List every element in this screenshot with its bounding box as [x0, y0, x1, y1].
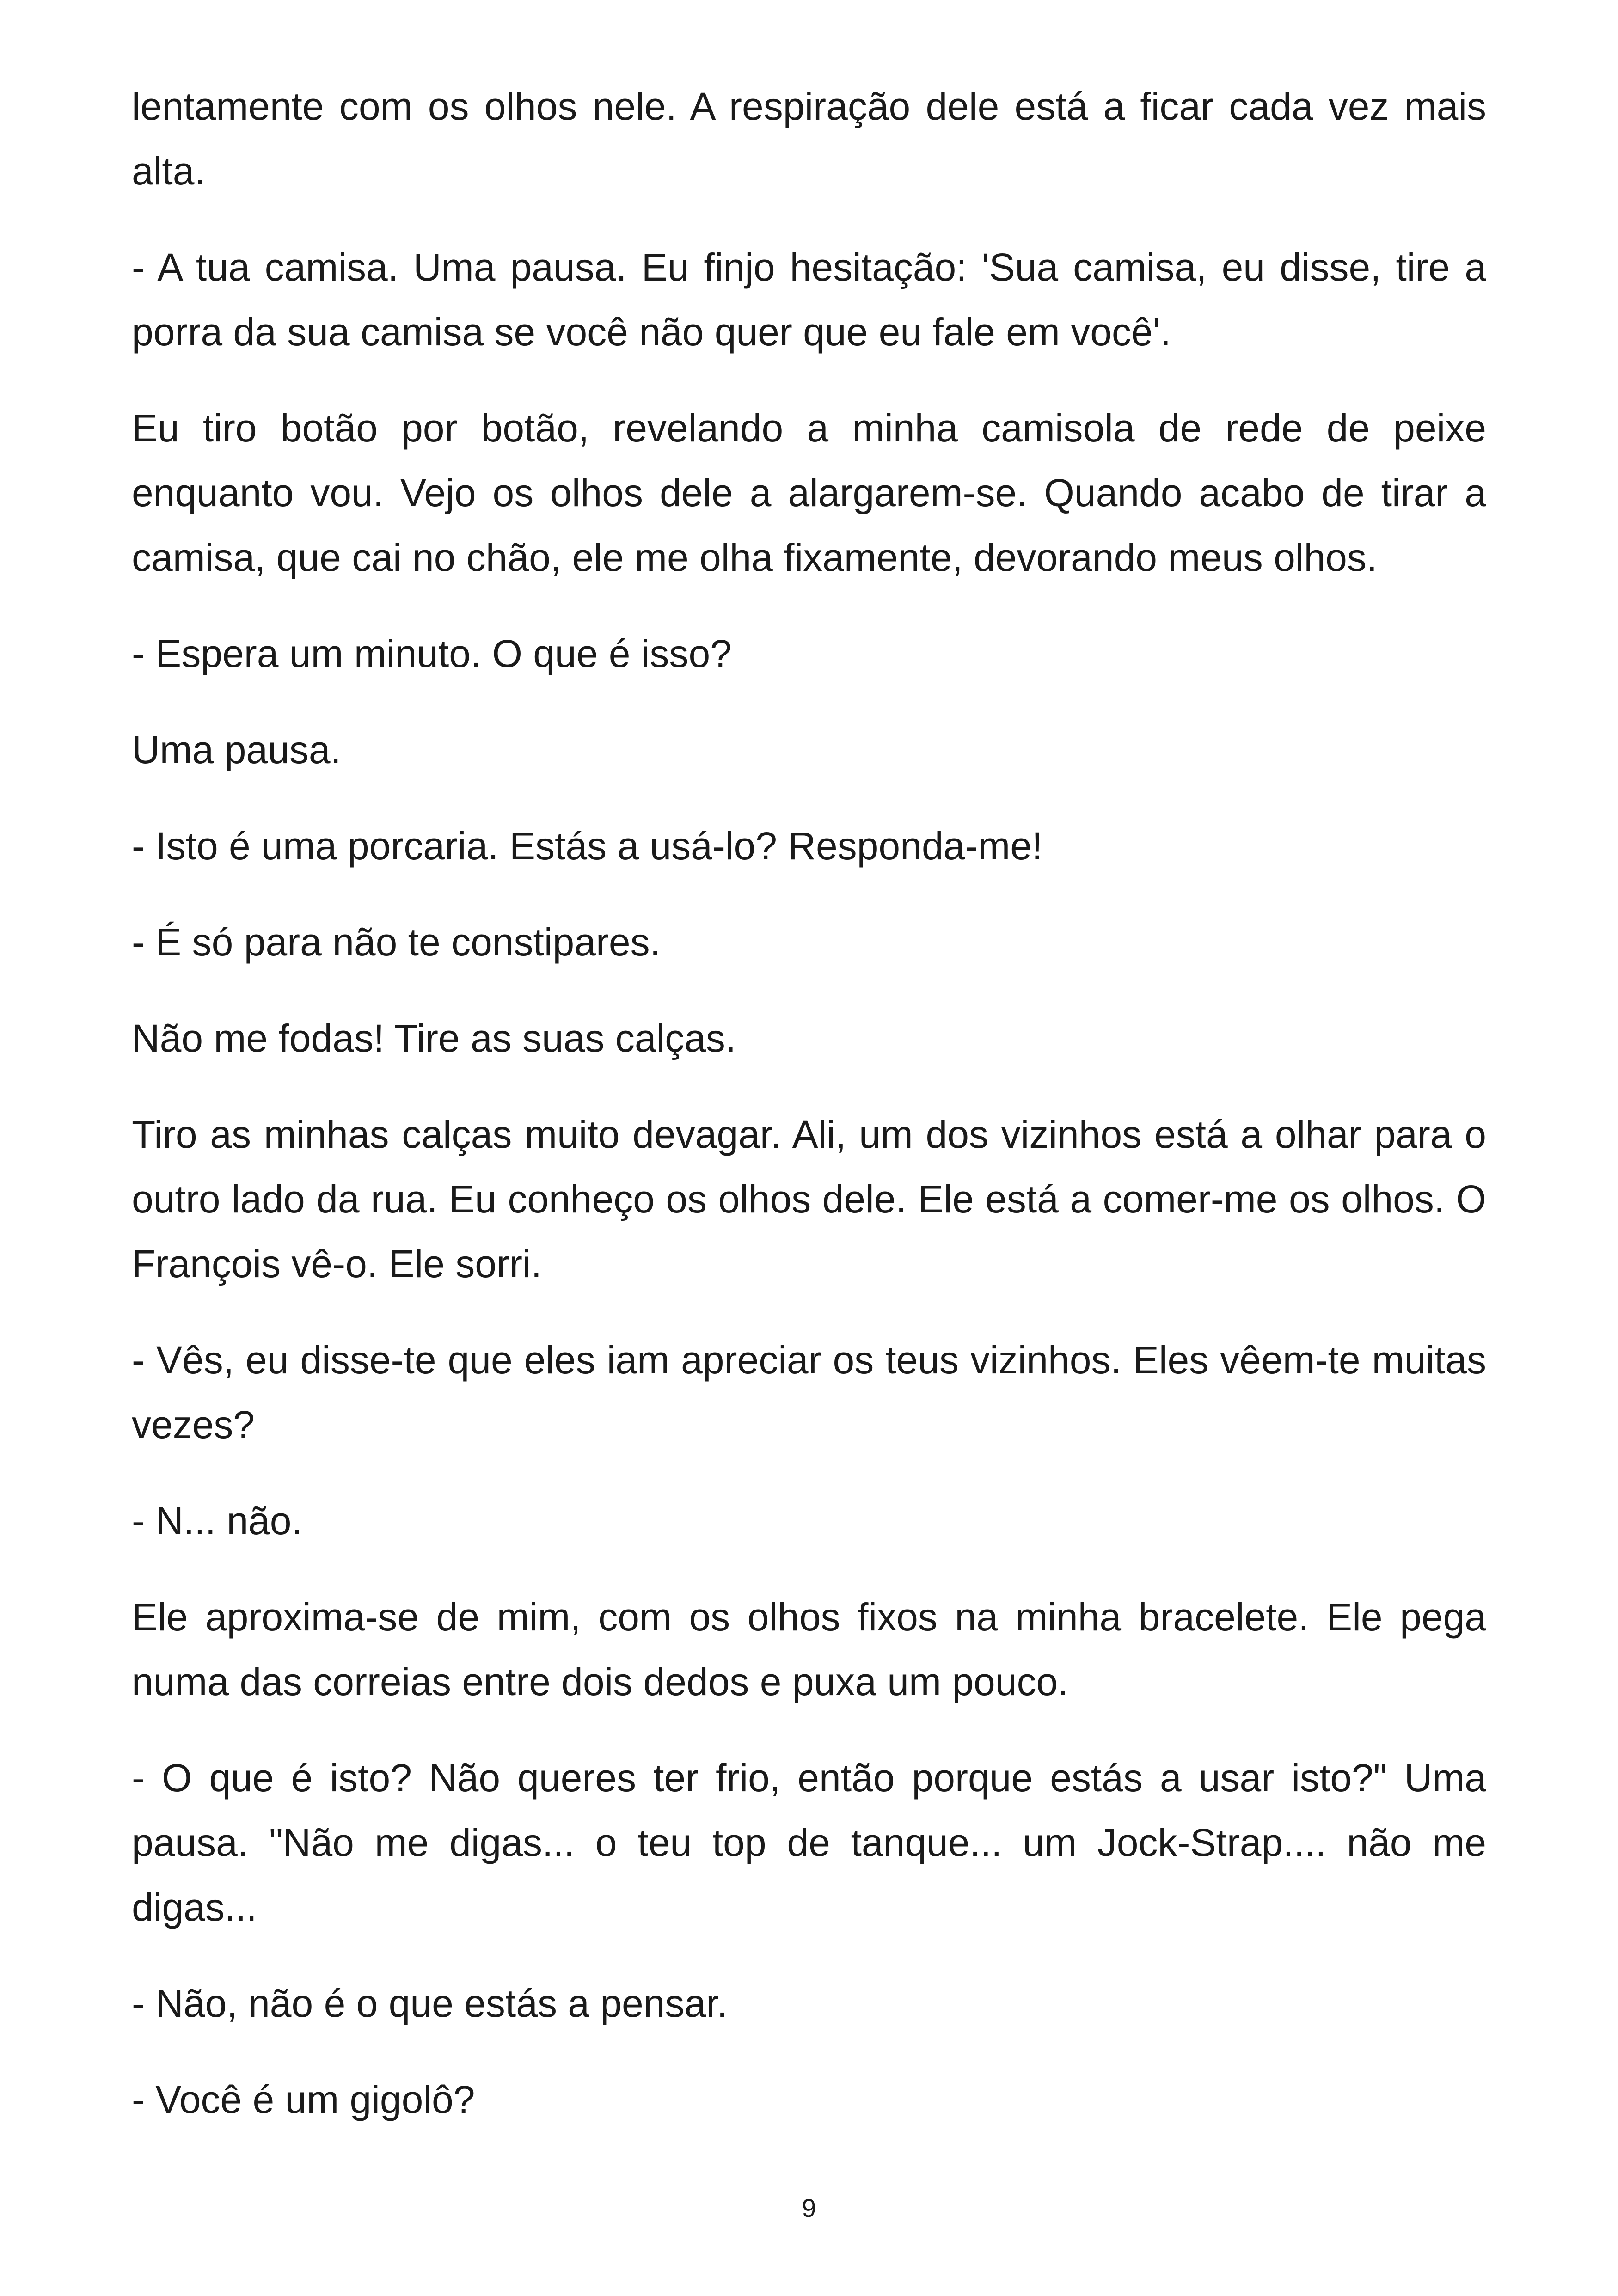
paragraph: - Você é um gigolô? — [132, 2078, 475, 2121]
paragraph: Tiro as minhas calças muito devagar. Ali, um dos vizinhos está a olhar para o outro lado da rua. Eu conheço os olhos dele. Ele está a comer-me os olhos. O François vê-o. Ele sorri. — [132, 1113, 1486, 1286]
paragraph: - O que é isto? Não queres ter frio, então porque estás a usar isto?" Uma pausa. "Não me digas... o teu top de tanque... um Jock-Strap.... não me digas... — [132, 1756, 1486, 1929]
paragraph: Não me fodas! Tire as suas calças. — [132, 1016, 736, 1060]
paragraph: - Espera um minuto. O que é isso? — [132, 632, 732, 675]
paragraph: - N... não. — [132, 1499, 302, 1543]
page-body — [132, 74, 1486, 2163]
paragraph: - Vês, eu disse-te que eles iam apreciar os teus vizinhos. Eles vêem-te muitas vezes? — [132, 1338, 1486, 1446]
paragraph: lentamente com os olhos nele. A respiração dele está a ficar cada vez mais alta. — [132, 85, 1486, 193]
page-number: 9 — [802, 2193, 816, 2223]
paragraph: - Isto é uma porcaria. Estás a usá-lo? Responda-me! — [132, 824, 1043, 868]
paragraph: Eu tiro botão por botão, revelando a minha camisola de rede de peixe enquanto vou. Vejo os olhos dele a alargarem-se. Quando acabo de tirar a camisa, que cai no chão, ele me olha fixamente, devorando meus olhos. — [132, 406, 1486, 579]
paragraph: Ele aproxima-se de mim, com os olhos fixos na minha bracelete. Ele pega numa das correias entre dois dedos e puxa um pouco. — [132, 1595, 1486, 1703]
paragraph: - A tua camisa. Uma pausa. Eu finjo hesitação: 'Sua camisa, eu disse, tire a porra da sua camisa se você não quer que eu fale em você'. — [132, 245, 1486, 354]
paragraph: - É só para não te constipares. — [132, 920, 661, 964]
paragraph: - Não, não é o que estás a pensar. — [132, 1982, 728, 2025]
paragraph: Uma pausa. — [132, 728, 341, 771]
